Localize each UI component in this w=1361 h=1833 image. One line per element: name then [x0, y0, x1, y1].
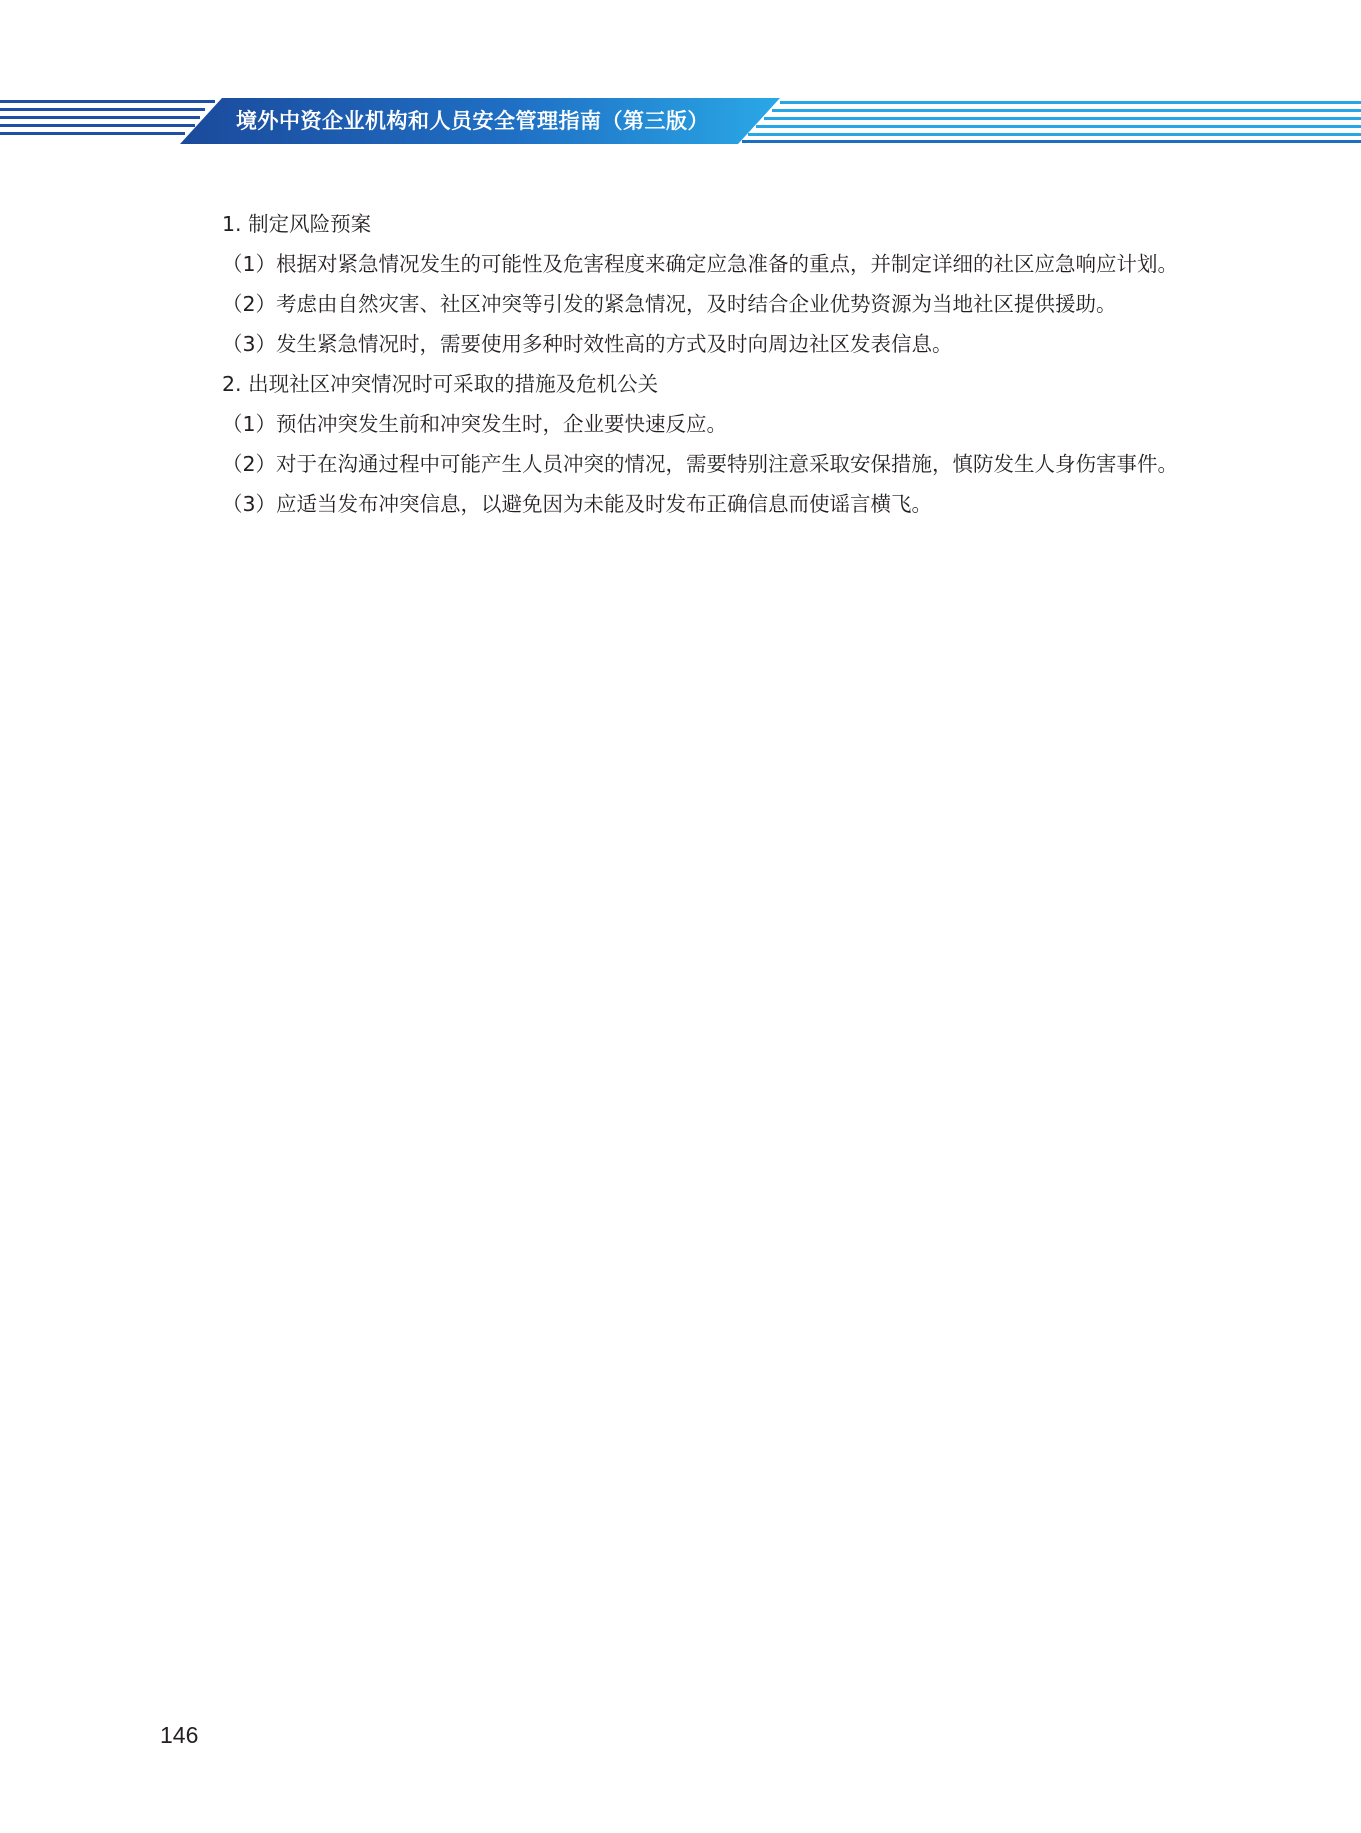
paragraph: （1）根据对紧急情况发生的可能性及危害程度来确定应急准备的重点，并制定详细的社区应急响应计划。 — [222, 252, 1179, 276]
running-header-title: 境外中资企业机构和人员安全管理指南（第三版） — [236, 109, 709, 133]
heading-2: 2. 出现社区冲突情况时可采取的措施及危机公关 — [222, 372, 659, 396]
page-number: 146 — [160, 1722, 199, 1748]
paragraph: （3）应适当发布冲突信息，以避免因为未能及时发布正确信息而使谣言横飞。 — [222, 492, 933, 516]
body-text — [160, 204, 1180, 524]
paragraph: （1）预估冲突发生前和冲突发生时，企业要快速反应。 — [222, 412, 728, 436]
paragraph: （2）考虑由自然灾害、社区冲突等引发的紧急情况，及时结合企业优势资源为当地社区提供援助。 — [222, 292, 1117, 316]
heading-1: 1. 制定风险预案 — [222, 212, 372, 236]
paragraph: （3）发生紧急情况时，需要使用多种时效性高的方式及时向周边社区发表信息。 — [222, 332, 953, 356]
paragraph: （2）对于在沟通过程中可能产生人员冲突的情况，需要特别注意采取安保措施，慎防发生人身伤害事件。 — [222, 452, 1179, 476]
